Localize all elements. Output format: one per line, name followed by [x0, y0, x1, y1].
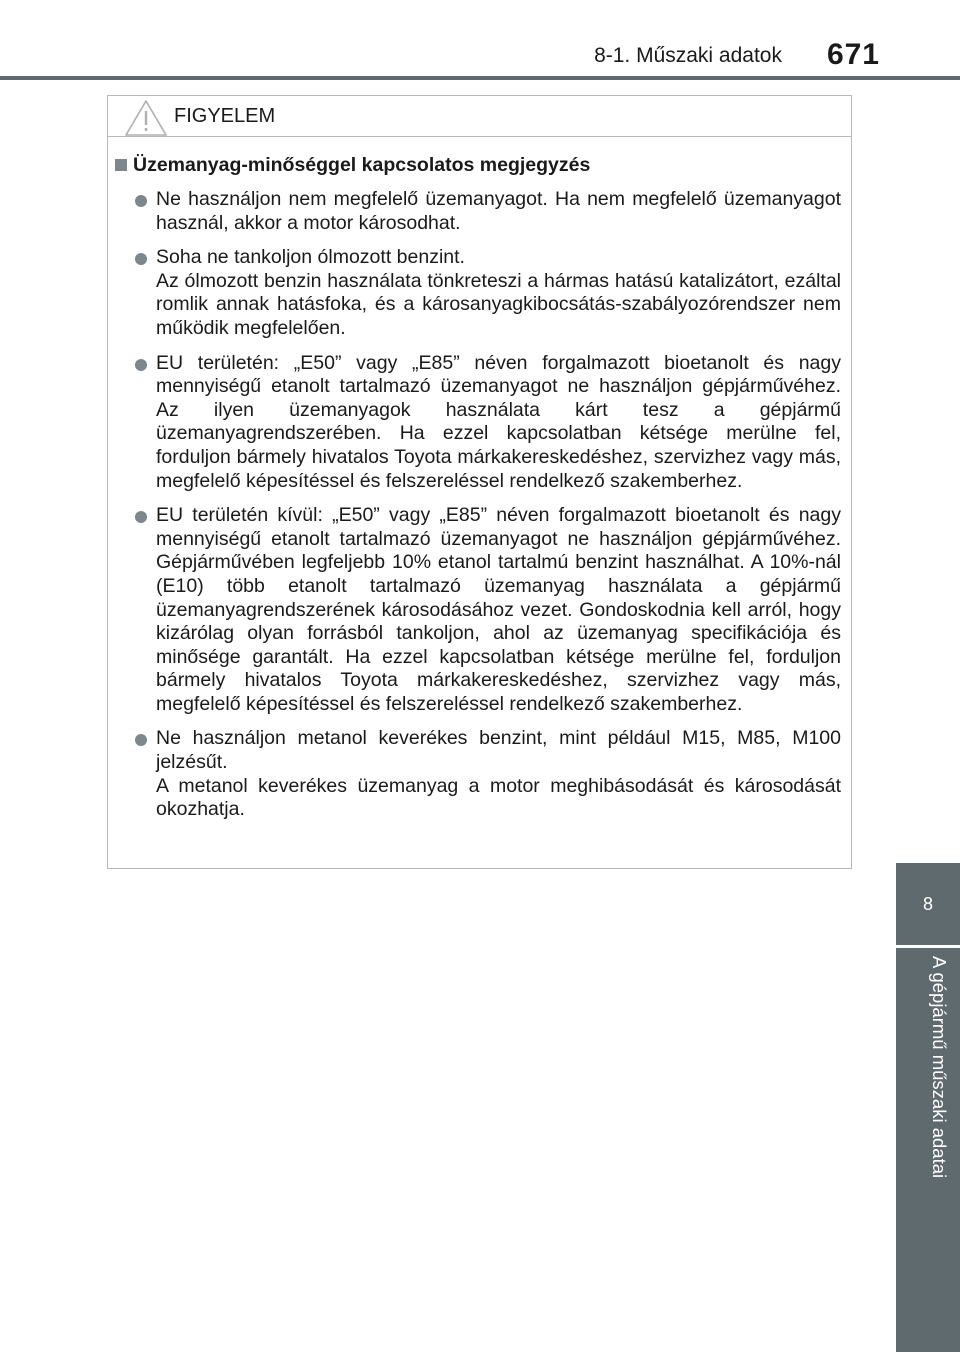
chapter-tab-number: 8: [896, 863, 960, 945]
square-bullet-icon: [115, 159, 127, 171]
round-bullet-icon: [135, 359, 147, 371]
paragraph: EU területén kívül: „E50” vagy „E85” néven forgalmazott bioetanolt és nagy mennyiségű etanolt tartalmazó üzemanyagot ne használjon gépjárművéhez. Gépjárművében legfeljebb 10% etanol tartalmú benzint használhat. A 10%-nál (E10) több etanolt tartalmazó üzemanyag használata a gépjármű üzemanyagrendszerének károsodásához vezet. Gondoskodnia kell arról, hogy kizárólag olyan forrásból tankoljon, ahol az üzemanyag specifikációja és minősége garantált. Ha ezzel kapcsolatban kétsége merülne fel, forduljon bármely hivatalos Toyota márkakereskedéshez, szervizhez vagy más, megfelelő képesítéssel és felszereléssel rendelkező szakemberhez.: [156, 504, 841, 715]
round-bullet-icon: [135, 195, 147, 207]
round-bullet-icon: [135, 734, 147, 746]
warning-header: [108, 96, 851, 137]
warning-label: FIGYELEM: [174, 105, 276, 127]
header-rule: [0, 76, 960, 80]
section-title: 8-1. Műszaki adatok: [594, 44, 782, 67]
warning-content: [108, 154, 851, 822]
list-item: [114, 727, 841, 821]
subsection-title: Üzemanyag-minőséggel kapcsolatos megjegyzés: [133, 154, 591, 176]
chapter-tab: [896, 948, 960, 1352]
list-item: [114, 504, 841, 716]
list-item-text: [156, 727, 841, 821]
chapter-tab-label: A gépjármű műszaki adatai: [929, 956, 950, 1179]
paragraph: A metanol keverékes üzemanyag a motor meghibásodását és károsodását okozhatja.: [156, 774, 841, 821]
paragraph: Ne használjon nem megfelelő üzemanyagot. Ha nem megfelelő üzemanyagot használ, akkor a motor károsodhat.: [156, 188, 841, 234]
paragraph: EU területén: „E50” vagy „E85” néven forgalmazott bioetanolt és nagy mennyiségű etanolt tartalmazó üzemanyagot ne használjon gépjárművéhez. Az ilyen üzemanyagok használata kárt tesz a gépjármű üzemanyagrendszerében. Ha ezzel kapcsolatban kétsége merülne fel, forduljon bármely hivatalos Toyota márkakereskedéshez, szervizhez vagy más, megfelelő képesítéssel és felszereléssel rendelkező szakemberhez.: [156, 351, 841, 492]
list-item-text: [156, 246, 841, 340]
list-item: [114, 246, 841, 340]
page-number: 671: [826, 38, 880, 71]
paragraph: Az ólmozott benzin használata tönkreteszi a hármas hatású katalizátort, ezáltal romlik annak hatásfoka, és a károsanyagkibocsátás-szabályozórendszer nem működik megfelelően.: [156, 269, 841, 339]
warning-box: [107, 95, 852, 869]
paragraph: Soha ne tankoljon ólmozott benzint.: [156, 246, 465, 269]
subsection-heading: [114, 154, 841, 177]
round-bullet-icon: [135, 253, 147, 265]
list-item: [114, 188, 841, 235]
list-item-text: [156, 504, 841, 716]
round-bullet-icon: [135, 511, 147, 523]
list-item: [114, 352, 841, 494]
warning-triangle-icon: [124, 99, 168, 137]
list-item-text: [156, 352, 841, 494]
list-item-text: [156, 188, 841, 235]
paragraph: Ne használjon metanol keverékes benzint, mint például M15, M85, M100 jelzésűt.: [156, 727, 841, 774]
